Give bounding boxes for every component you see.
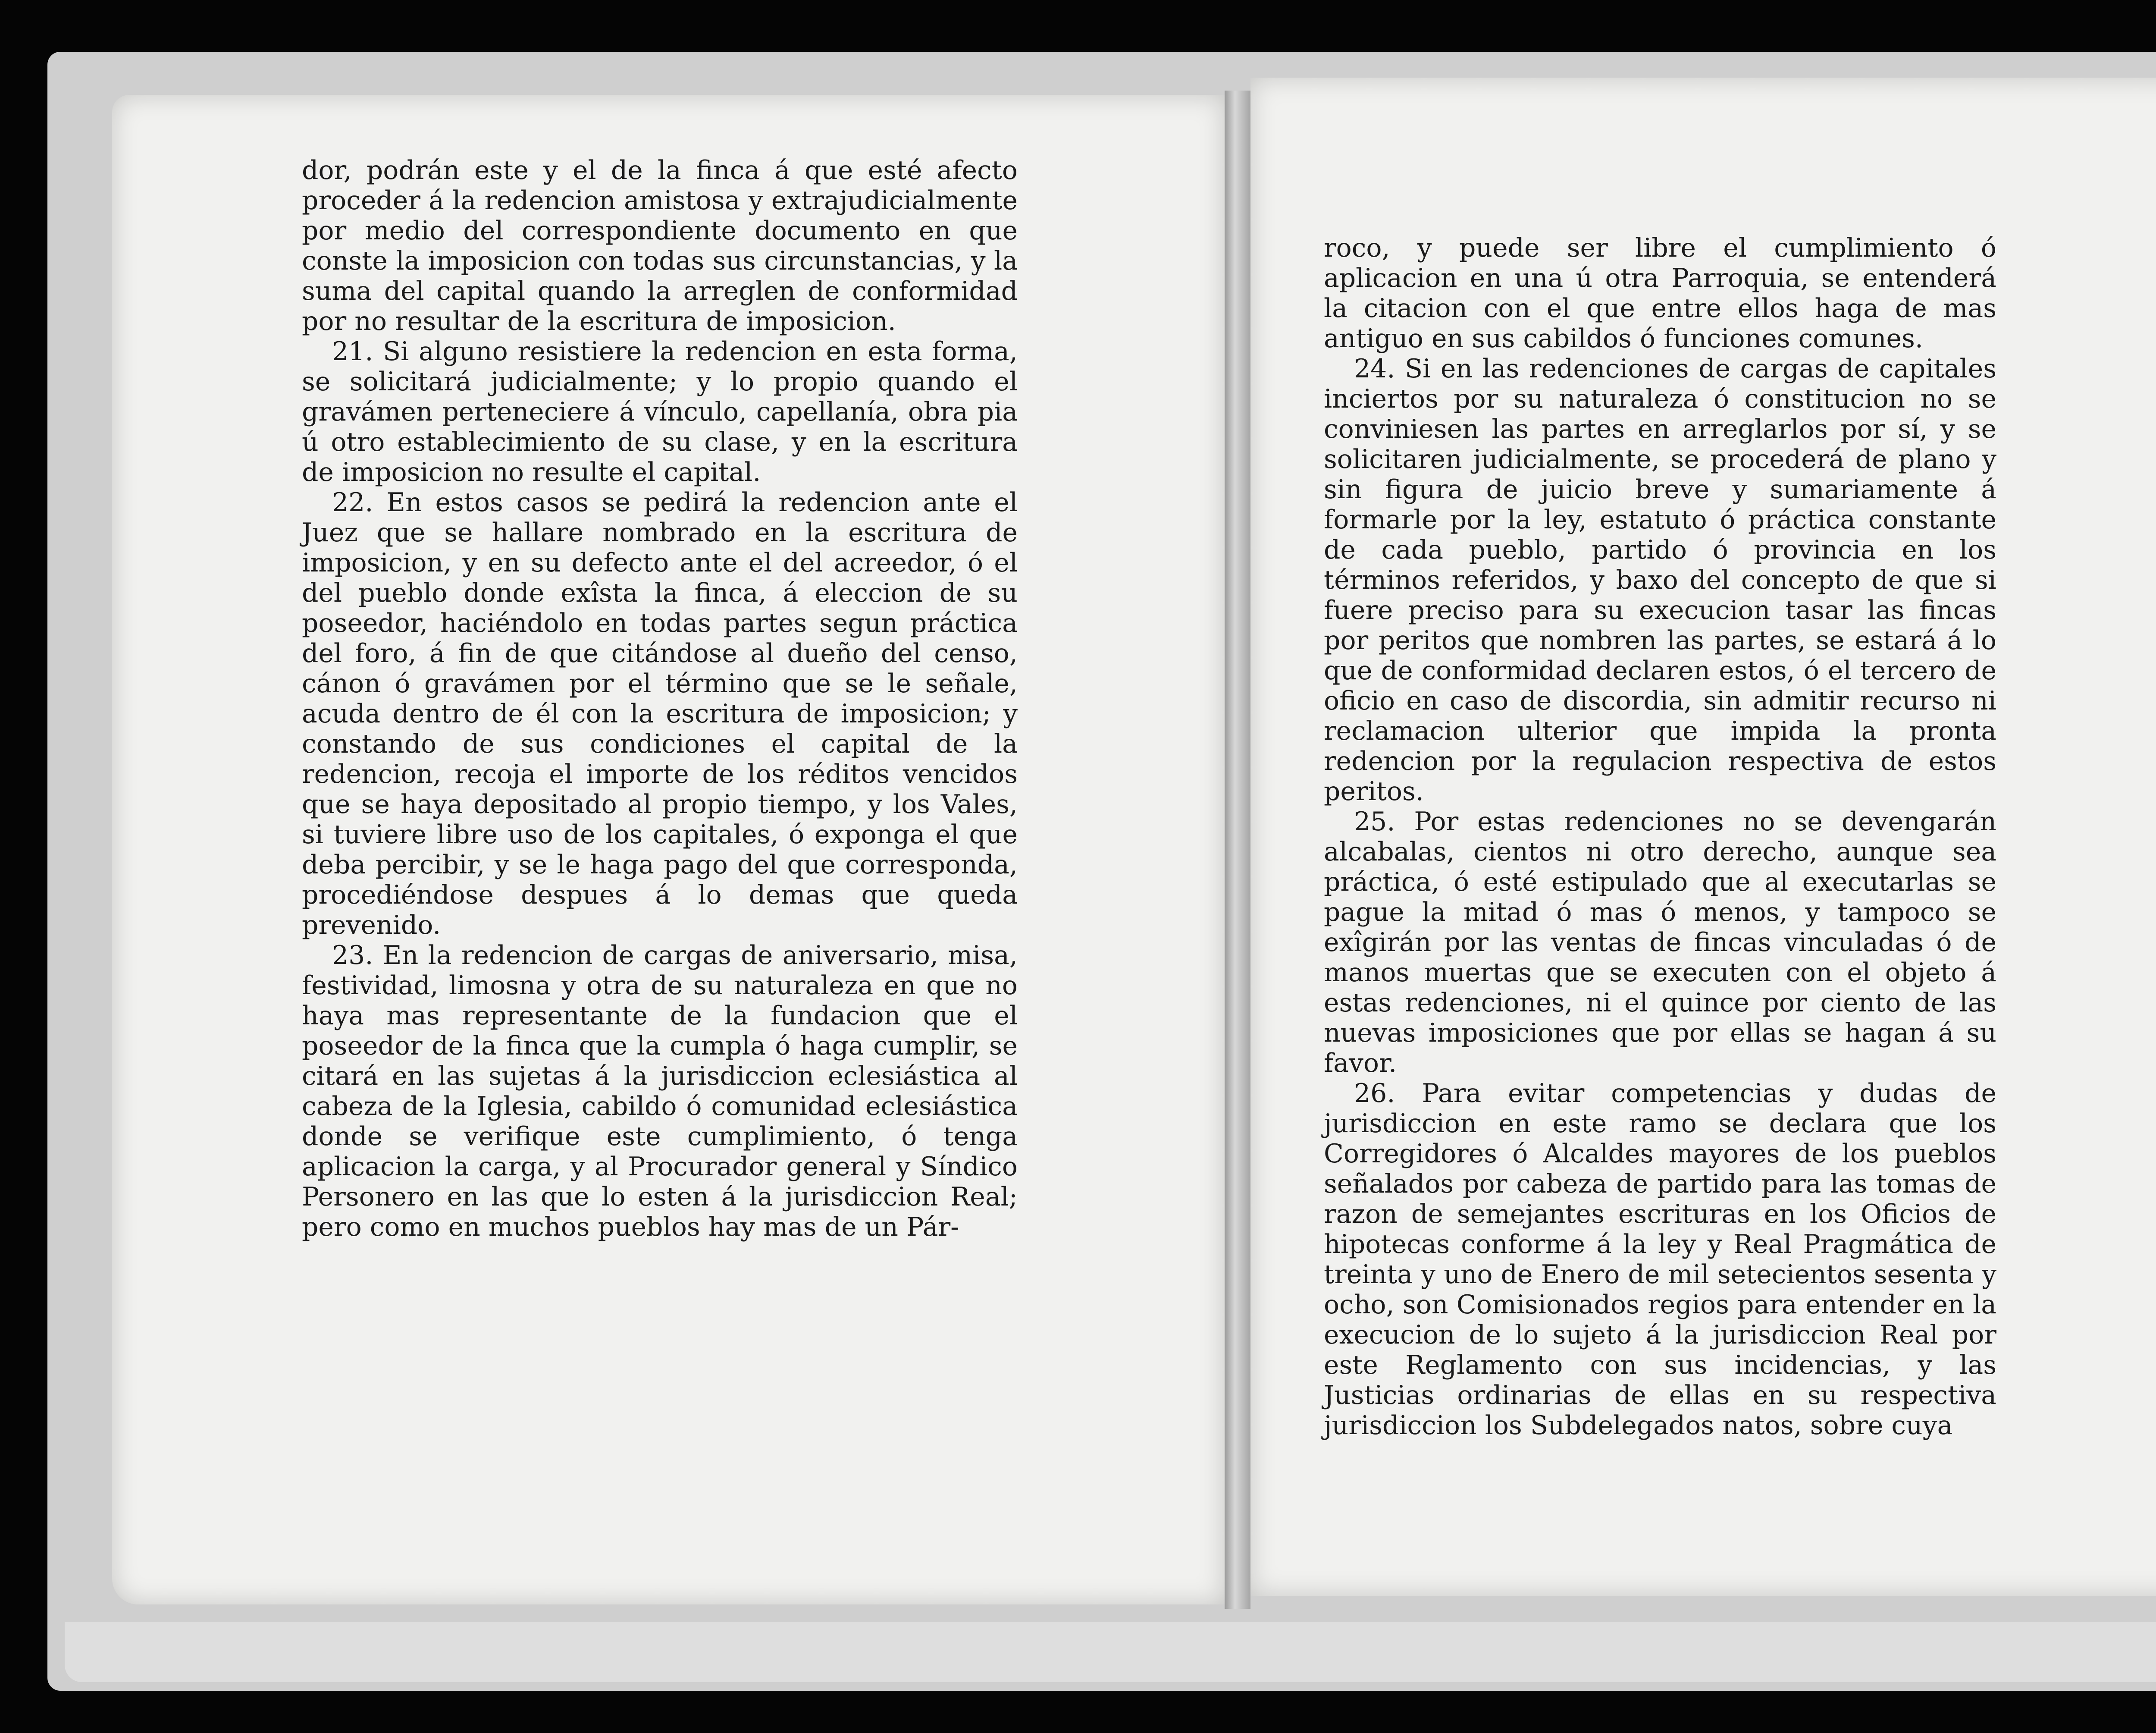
- paragraph-21: 21. Si alguno resistiere la redencion en esta forma, se solicitará judicialmente; y lo propio quando el gravámen perteneciere á vínculo, capellanía, obra pia ú otro establecimiento de su clase, y en la escritura de imposicion no resulte el capital.: [302, 336, 1018, 487]
- paragraph-25: 25. Por estas redenciones no se devengarán alcabalas, cientos ni otro derecho, aunque sea práctica, ó esté estipulado que al executarlas se pague la mitad ó mas ó menos, y tampoco se exîgirán por las ventas de fincas vinculadas ó de manos muertas que se executen con el objeto á estas redenciones, ni el quince por ciento de las nuevas imposiciones que por ellas se hagan á su favor.: [1324, 807, 1996, 1078]
- paragraph-23: 23. En la redencion de cargas de aniversario, misa, festividad, limosna y otra de su naturaleza en que no haya mas representante de la fundacion que el poseedor de la finca que la cumpla ó haga cumplir, se citará en las sujetas á la jurisdiccion eclesiástica al cabeza de la Iglesia, cabildo ó comunidad eclesiástica donde se verifique este cumplimiento, ó tenga aplicacion la carga, y al Procurador general y Síndico Personero en las que lo esten á la jurisdiccion Real; pero como en muchos pueblos hay mas de un Pár-: [302, 940, 1018, 1242]
- paragraph-24: 24. Si en las redenciones de cargas de capitales inciertos por su naturaleza ó constitucion no se conviniesen las partes en arreglarlos por sí, y se solicitaren judicialmente, se procederá de plano y sin figura de juicio breve y sumariamente á formarle por la ley, estatuto ó práctica constante de cada pueblo, partido ó provincia en los términos referidos, y baxo del concepto de que si fuere preciso para su execucion tasar las fincas por peritos que nombren las partes, se estará á lo que de conformidad declaren estos, ó el tercero de oficio en caso de discordia, sin admitir recurso ni reclamacion ulterior que impida la pronta redencion por la regulacion respectiva de estos peritos.: [1324, 354, 1996, 807]
- right-page-text: [1324, 233, 1996, 1441]
- left-page-text: [302, 155, 1018, 1242]
- paragraph-continuation: roco, y puede ser libre el cumplimiento ó aplicacion en una ú otra Parroquia, se entenderá la citacion con el que entre ellos haga de mas antiguo en sus cabildos ó funciones comunes.: [1324, 233, 1996, 354]
- paragraph-26: 26. Para evitar competencias y dudas de jurisdiccion en este ramo se declara que los Corregidores ó Alcaldes mayores de los pueblos señalados por cabeza de partido para las tomas de razon de semejantes escrituras en los Oficios de hipotecas conforme á la ley y Real Pragmática de treinta y uno de Enero de mil setecientos sesenta y ocho, son Comisionados regios para entender en la execucion de lo sujeto á la jurisdiccion Real por este Reglamento con sus incidencias, y las Justicias ordinarias de ellas en su respectiva jurisdiccion los Subdelegados natos, sobre cuya: [1324, 1078, 1996, 1441]
- paragraph-continuation: dor, podrán este y el de la finca á que esté afecto proceder á la redencion amistosa y extrajudicialmente por medio del correspondiente documento en que conste la imposicion con todas sus circunstancias, y la suma del capital quando la arreglen de conformidad por no resultar de la escritura de imposicion.: [302, 155, 1018, 336]
- paragraph-22: 22. En estos casos se pedirá la redencion ante el Juez que se hallare nombrado en la escritura de imposicion, y en su defecto ante el del acreedor, ó el del pueblo donde exîsta la finca, á eleccion de su poseedor, haciéndolo en todas partes segun práctica del foro, á fin de que citándose al dueño del censo, cánon ó gravámen por el término que se le señale, acuda dentro de él con la escritura de imposicion; y constando de sus condiciones el capital de la redencion, recoja el importe de los réditos vencidos que se haya depositado al propio tiempo, y los Vales, si tuviere libre uso de los capitales, ó exponga el que deba percibir, y se le haga pago del que corresponda, procediéndose despues á lo demas que queda prevenido.: [302, 487, 1018, 940]
- book-gutter: [1225, 91, 1250, 1609]
- page-edge: [65, 1622, 2156, 1682]
